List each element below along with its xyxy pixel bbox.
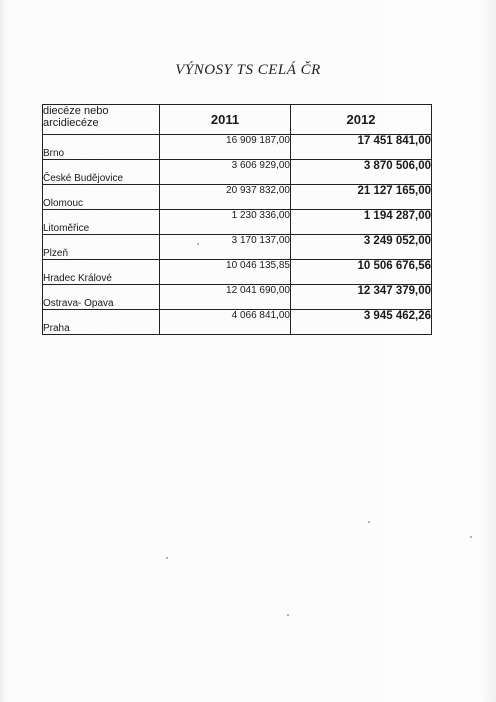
value-2012: 3 945 462,26 [291, 310, 432, 335]
diocese-name: České Budějovice [43, 160, 160, 185]
scan-speck [287, 614, 289, 616]
diocese-name: Plzeň [43, 235, 160, 260]
value-2012: 3 870 506,00 [291, 160, 432, 185]
table-row [43, 260, 432, 285]
scan-speck [166, 557, 168, 559]
value-2011: 12 041 690,00 [160, 285, 291, 310]
diocese-name: Litoměřice [43, 210, 160, 235]
scan-speck [470, 536, 472, 538]
value-2012: 3 249 052,00 [291, 235, 432, 260]
table-header-row [43, 105, 432, 135]
document-title: VÝNOSY TS CELÁ ČR [175, 62, 321, 78]
diocese-name: Hradec Králové [43, 260, 160, 285]
table-row [43, 185, 432, 210]
header-diocese: diecéze nebo arcidiecéze [43, 105, 160, 135]
header-year-2011: 2011 [160, 105, 291, 135]
value-2012: 12 347 379,00 [291, 285, 432, 310]
value-2011: 4 066 841,00 [160, 310, 291, 335]
table-row [43, 285, 432, 310]
diocese-name: Ostrava- Opava [43, 285, 160, 310]
diocese-name: Olomouc [43, 185, 160, 210]
value-2011: 20 937 832,00 [160, 185, 291, 210]
value-2012: 21 127 165,00 [291, 185, 432, 210]
table-row [43, 160, 432, 185]
scan-speck [368, 521, 370, 523]
value-2011: 1 230 336,00 [160, 210, 291, 235]
diocese-name: Praha [43, 310, 160, 335]
scan-speck [197, 243, 199, 245]
value-2012: 17 451 841,00 [291, 135, 432, 160]
value-2012: 1 194 287,00 [291, 210, 432, 235]
value-2011: 10 046 135,85 [160, 260, 291, 285]
table-row [43, 135, 432, 160]
value-2011: 16 909 187,00 [160, 135, 291, 160]
table-row [43, 210, 432, 235]
value-2011: 3 170 137,00 [160, 235, 291, 260]
revenue-table [42, 104, 432, 335]
diocese-name: Brno [43, 135, 160, 160]
table-row [43, 235, 432, 260]
table-row [43, 310, 432, 335]
value-2012: 10 506 676,56 [291, 260, 432, 285]
value-2011: 3 606 929,00 [160, 160, 291, 185]
header-year-2012: 2012 [291, 105, 432, 135]
